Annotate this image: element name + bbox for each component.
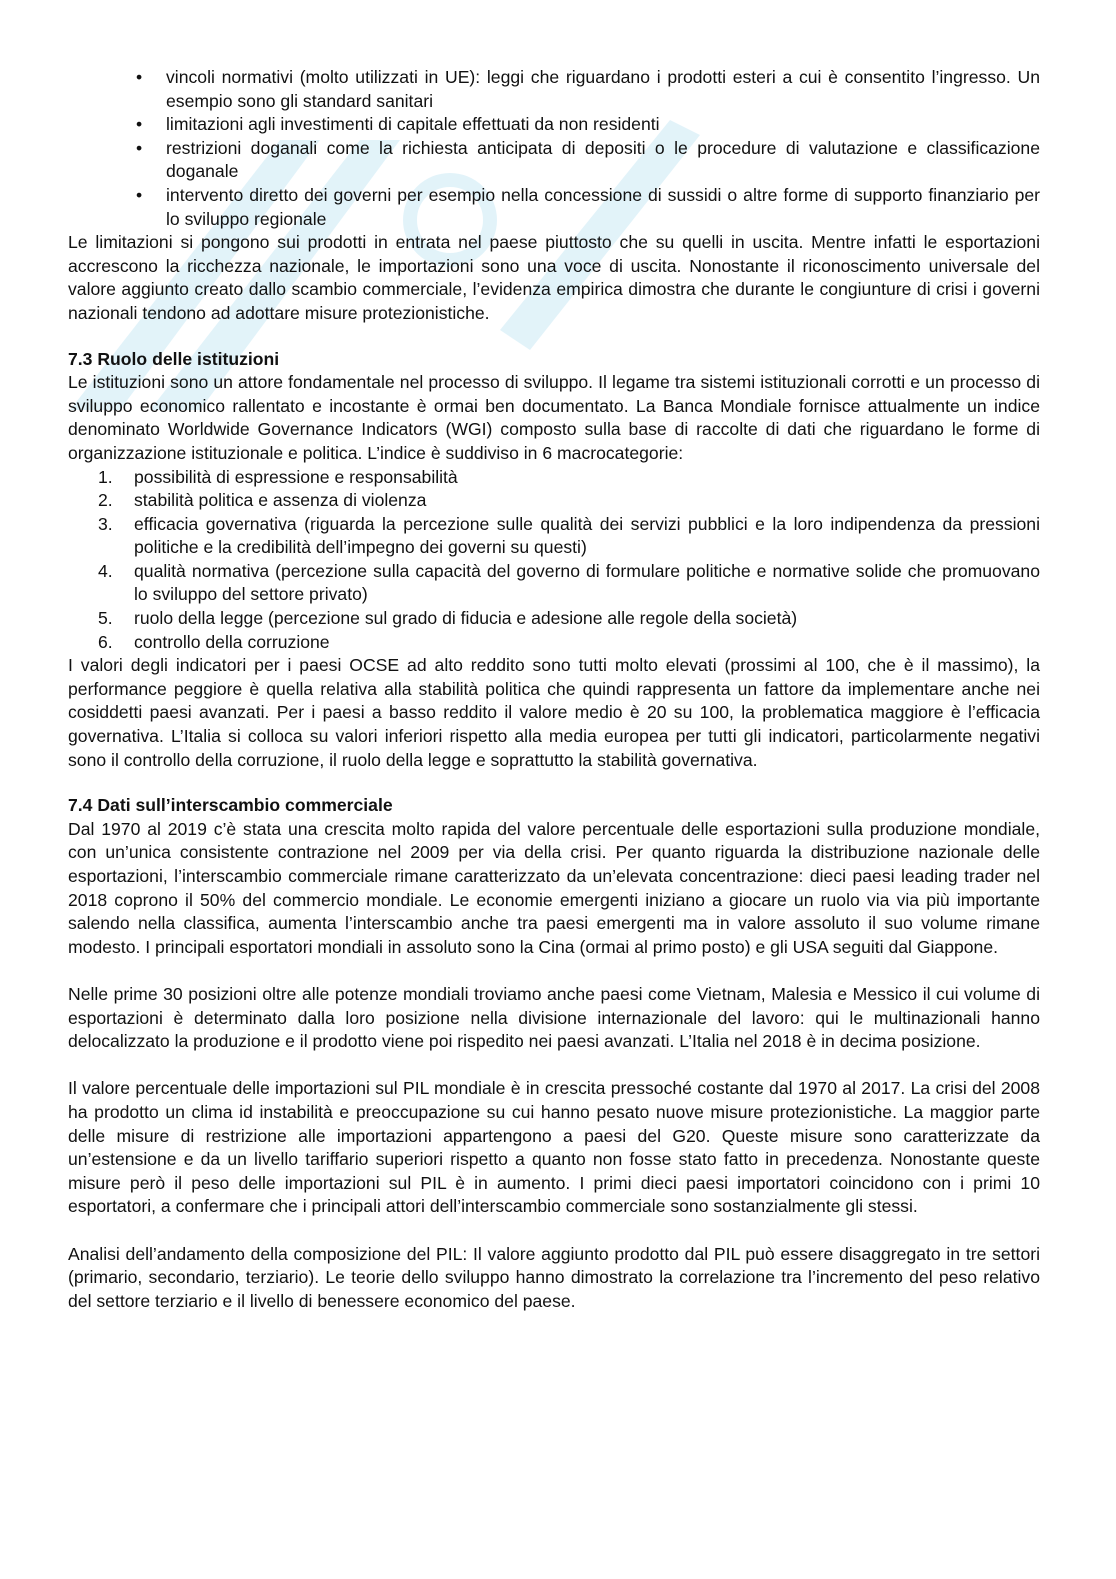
list-item: [68, 513, 1040, 560]
list-item-text: efficacia governativa (riguarda la percezione sulle qualità dei servizi pubblici e la loro indipendenza da pressioni politiche e la credibilità dell’impegno dei governi su questi): [134, 513, 1040, 558]
list-item-text: ruolo della legge (percezione sul grado di fiducia e adesione alle regole della società): [134, 608, 798, 629]
bullet-item: • restrizioni doganali come la richiesta anticipata di depositi o le procedure di valutazione e classificazione doganale: [68, 137, 1040, 184]
list-item: [68, 560, 1040, 607]
list-item-number: 1.: [98, 466, 113, 487]
paragraph-istituzioni-conclusion: I valori degli indicatori per i paesi OCSE ad alto reddito sono tutti molto elevati (prossimi al 100, che è il massimo), la performance peggiore è quella relativa alla stabilità politica che quindi rappresenta un fattore da implementare anche nei cosiddetti paesi avanzati. Per i paesi a basso reddito il valore medio è 20 su 100, la problematica maggiore è l’efficacia governativa. L’Italia si colloca su valori inferiori rispetto alla media europea per tutti gli indicatori, particolarmente negativi sono il controllo della corruzione, il ruolo della legge e soprattutto la stabilità governativa.: [68, 655, 1040, 770]
section-heading-7-3: 7.3 Ruolo delle istituzioni: [68, 348, 280, 369]
bullet-item: • vincoli normativi (molto utilizzati in UE): leggi che riguardano i prodotti esteri a cui è consentito l’ingresso. Un esempio sono gli standard sanitari: [68, 66, 1040, 113]
list-item-text: stabilità politica e assenza di violenza: [134, 490, 427, 511]
list-item: [68, 607, 1040, 631]
paragraph-esportazioni: Dal 1970 al 2019 c’è stata una crescita molto rapida del valore percentuale delle esportazioni sulla produzione mondiale, con un’unica consistente contrazione nel 2009 per via della crisi. Per quanto riguarda la distribuzione nazionale delle esportazioni, l’interscambio commerciale rimane caratterizzato da un’elevata concentrazione: dieci paesi leading trader nel 2018 coprono il 50% del commercio mondiale. Le economie emergenti iniziano a giocare un ruolo via via più importante salendo nella classifica, aumenta l’interscambio anche tra paesi emergenti ma in valore assoluto il suo volume rimane modesto. I principali esportatori mondiali in assoluto sono la Cina (ormai al primo posto) e gli USA seguiti dal Giappone.: [68, 818, 1040, 957]
bullet-item: • intervento diretto dei governi per esempio nella concessione di sussidi o altre forme di supporto finanziario per lo sviluppo regionale: [68, 184, 1040, 231]
list-item-number: 2.: [98, 490, 113, 511]
bullet-list: [68, 66, 1040, 231]
paragraph-importazioni: Il valore percentuale delle importazioni sul PIL mondiale è in crescita pressoché costante dal 1970 al 2017. La crisi del 2008 ha prodotto un clima id instabilità e preoccupazione su cui hanno pesato nuove misure protezionistiche. La maggior parte delle misure di restrizione alle importazioni appartengono a paesi del G20. Queste misure sono caratterizzate da un’estensione e da un livello tariffario superiori rispetto a quanto non fosse stato fatto in precedenza. Nonostante queste misure però il peso delle importazioni sul PIL è in aumento. I primi dieci paesi importatori coincidono con i primi 10 esportatori, a confermare che i principali attori dell’interscambio commerciale sono sostanzialmente gli stessi.: [68, 1078, 1040, 1217]
list-item-text: possibilità di espressione e responsabilità: [134, 466, 458, 487]
paragraph-istituzioni-intro: Le istituzioni sono un attore fondamentale nel processo di sviluppo. Il legame tra sistemi istituzionali corrotti e un processo di sviluppo economico rallentato e incostante è ormai ben documentato. La Banca Mondiale fornisce attualmente un indice denominato Worldwide Governance Indicators (WGI) composto sulla base di raccolte di dati che riguardano le forme di organizzazione istituzionale e politica. L’indice è suddiviso in 6 macrocategorie:: [68, 372, 1040, 463]
list-item-number: 3.: [98, 513, 113, 534]
section-heading-7-4: 7.4 Dati sull’interscambio commerciale: [68, 795, 393, 816]
list-item-text: controllo della corruzione: [134, 631, 330, 652]
list-item: [68, 466, 1040, 490]
list-item-number: 4.: [98, 560, 113, 581]
numbered-list: [68, 466, 1040, 655]
paragraph-composizione-pil: Analisi dell’andamento della composizione del PIL: Il valore aggiunto prodotto dal PIL può essere disaggregato in tre settori (primario, secondario, terziario). Le teorie dello sviluppo hanno dimostrato la correlazione tra l’incremento del peso relativo del settore terziario e il livello di benessere economico del paese.: [68, 1243, 1040, 1311]
list-item-number: 6.: [98, 631, 113, 652]
document-page: [68, 66, 1040, 1313]
bullet-item: • limitazioni agli investimenti di capitale effettuati da non residenti: [68, 113, 1040, 137]
list-item: [68, 489, 1040, 513]
paragraph-prime-30-posizioni: Nelle prime 30 posizioni oltre alle potenze mondiali troviamo anche paesi come Vietnam, Malesia e Messico il cui volume di esportazioni è determinato dalla loro posizione nella divisione internazionale del lavoro: qui le multinazionali hanno delocalizzato la produzione e il prodotto viene poi rispedito nei paesi avanzati. L’Italia nel 2018 è in decima posizione.: [68, 983, 1040, 1052]
list-item: [68, 631, 1040, 655]
list-item-number: 5.: [98, 608, 113, 629]
list-item-text: qualità normativa (percezione sulla capacità del governo di formulare politiche e normative solide che promuovano lo sviluppo del settore privato): [134, 560, 1040, 605]
paragraph-limitazioni: Le limitazioni si pongono sui prodotti in entrata nel paese piuttosto che su quelli in uscita. Mentre infatti le esportazioni accrescono la ricchezza nazionale, le importazioni sono una voce di uscita. Nonostante il riconoscimento universale del valore aggiunto creato dallo scambio commerciale, l’evidenza empirica dimostra che durante le congiunture di crisi i governi nazionali tendono ad adottare misure protezionistiche.: [68, 232, 1040, 323]
